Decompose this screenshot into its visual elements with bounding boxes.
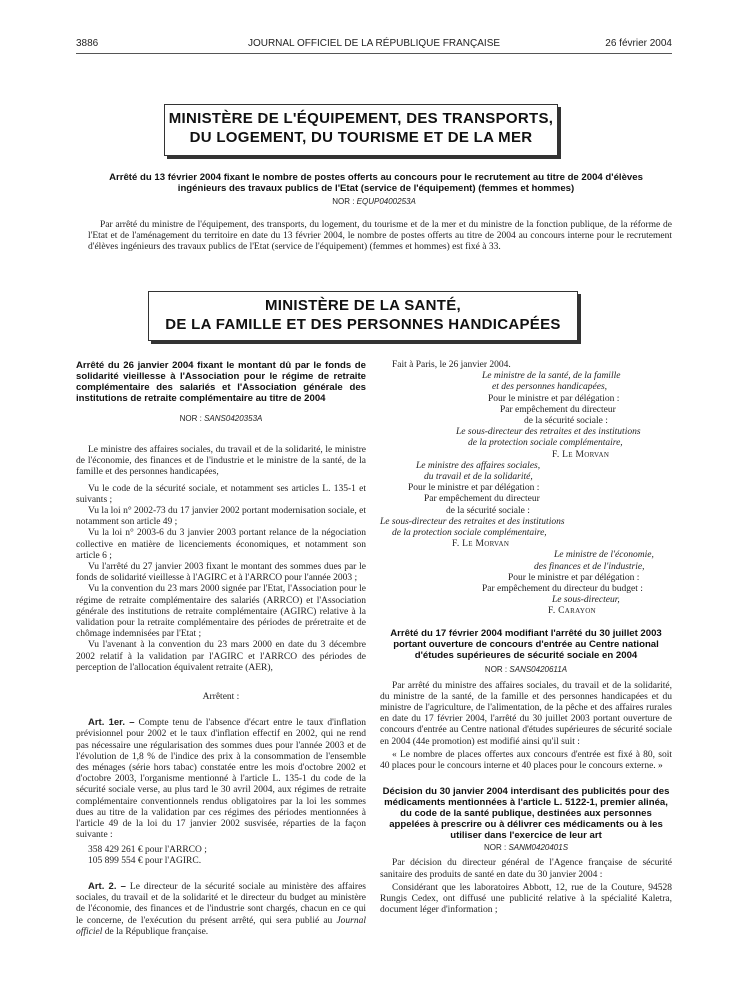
arrete-title: Arrêté du 26 janvier 2004 fixant le montant dû par le fonds de solidarité vieillesse à l'Association pour le régime de retraite complémentaire des salariés et l'Association générale des institutions de retraite complémentaire au titre de 2004 [76,360,366,404]
visa: Vu la convention du 23 mars 2000 signée par l'Etat, l'Association pour le régime de retraite complémentaire des salariés (ARRCO) et l'Association générale des institutions de retraite complémentaire (AGIRC) relative à la validation pour la retraite complémentaire des périodes de préretraite et de chômage indemnisées par l'Etat ; [76,584,366,640]
nor-code: EQUP0400253A [356,197,416,206]
sig-delegation: Pour le ministre et par délégation : [488,393,620,404]
article-label: Art. 2. – [88,880,126,892]
visa: Vu la loi n° 2002-73 du 17 janvier 2002 portant modernisation sociale, et notamment son article 49 ; [76,506,366,528]
arrete-title: Arrêté du 13 février 2004 fixant le nombre de postes offerts au concours pour le recrutement au titre de 2004 d'élèves ingénieurs des travaux publics de l'Etat (service de l'équipement) (femmes et hommes) [109,172,643,194]
signature-block-sante [482,371,672,393]
arrete-quote: « Le nombre de places offertes aux concours d'entrée est fixé à 80, soit 40 places pour le concours interne et 40 places pour le concours externe. » [380,749,672,772]
decision-title: Décision du 30 janvier 2004 interdisant des publicités pour des médicaments mentionnées à l'article L. 5122-1, premier alinéa, du code de la santé publique, destinées aux personnes appelées à prescrire ou à délivrer ces médicaments ou à les utiliser dans l'exercice de leur art [382,786,670,842]
sig-empechement: Par empêchement du directeur du budget : [482,584,643,595]
ministry-line-2: DE LA FAMILLE ET DES PERSONNES HANDICAPÉES [165,316,561,333]
ministry-box-sante [148,291,578,341]
nor-label: NOR : [179,414,202,423]
arrete-title: Arrêté du 17 février 2004 modifiant l'arrêté du 30 juillet 2003 portant ouverture de concours d'entrée au Centre national d'études supérieures de sécurité sociale en 2004 [390,627,662,661]
left-column [76,360,366,938]
nor-code: SANS0420353A [204,414,263,423]
fait-a-paris: Fait à Paris, le 26 janvier 2004. [392,360,511,370]
sig-name: F. Carayon [548,606,596,617]
sig-empechement: de la sécurité sociale : [446,505,530,516]
sig-title: Le ministre de la santé, de la famille [482,371,621,382]
visa: Vu la loi n° 2003-6 du 3 janvier 2003 portant relance de la négociation collective en matière de licenciements économiques, et notamment son article 6 ; [76,528,366,561]
sig-delegation: Pour le ministre et par délégation : [408,483,540,494]
right-column [380,360,672,916]
ministry-box-equipement [164,104,558,156]
ministry-line-1: MINISTÈRE DE LA SANTÉ, [264,297,462,314]
nor-code: SANM0420401S [508,843,569,853]
preamble: Le ministre des affaires sociales, du travail et de la solidarité, le ministre de l'économie, des finances et de l'industrie et le ministre de la santé, de la famille et des personnes handicapées, [76,445,366,478]
article-2 [76,881,366,938]
visa: Vu l'avenant à la convention du 23 mars 2000 en date du 3 décembre 2002 relatif à la validation par l'AGIRC et l'ARRCO des périodes de perception de l'allocation équivalent retraite (AER), [76,640,366,673]
nor-reference [380,665,672,674]
sig-name: F. Le Morvan [552,449,610,460]
amount-arrco: 358 429 261 € pour l'ARRCO ; [88,844,207,855]
article-text: Compte tenu de l'absence d'écart entre le taux d'inflation prévisionnel pour 2002 et le taux d'inflation effectif en 2002, qui ne rend pas nécessaire une régularisation des sommes dues pour l'année 2003 et de l'évolution de 1,8 % de l'indice des prix à la consommation de l'ensemble des ménages (série hors tabac) constatée entre les mois d'octobre 2002 et d'octobre 2003, l'organisme mentionné à l'article L. 135-1 du code de la sécurité sociale verse, au plus tard le 30 avril 2004, aux régimes de retraite complémentaire conventionnels rendus obligatoires par la loi les sommes dues au titre de la validation par ces régimes des périodes mentionnées à l'article 49 de la loi du 17 janvier 2002 susvisée, réparties de la façon suivante : [76,718,366,841]
visa: Vu le code de la sécurité sociale, et notamment ses articles L. 135-1 et suivants ; [76,483,366,505]
ministry-line-2: DU LOGEMENT, DU TOURISME ET DE LA MER [189,129,533,146]
decision-considerant: Considérant que les laboratoires Abbott, 12, rue de la Couture, 94528 Rungis Cedex, ont diffusé une publicité relative à la spécialité Kaletra, document léger d'information ; [380,882,672,916]
sig-sous-directeur: Le sous-directeur des retraites et des institutions [380,516,565,527]
journal-title: JOURNAL OFFICIEL DE LA RÉPUBLIQUE FRANÇAISE [247,38,501,49]
nor-code: SANS0420611A [509,664,568,674]
journal-name: Journal officiel [76,915,367,937]
nor-reference [76,197,672,206]
sig-title: et des personnes handicapées, [492,382,608,393]
arrete-body: Par arrêté du ministre des affaires sociales, du travail et de la solidarité, du ministre de la santé, de la famille et des personnes handicapées et du ministre de l'agriculture, de l'alimentation, de la pêche et des affaires rurales en date du 17 février 2004, l'arrêté du 30 juillet 2003 portant ouverture de concours d'entrée au Centre national d'études supérieures de sécurité sociale en 2004 (44e promotion) est modifié ainsi qu'il suit : [380,680,672,747]
arretent: Arrêtent : [202,692,240,703]
sig-sous-directeur: de la protection sociale complémentaire, [468,438,623,449]
sig-title: Le ministre des affaires sociales, [416,460,541,471]
decision-body: Par décision du directeur général de l'Agence française de sécurité sanitaire des produits de santé en date du 30 janvier 2004 : [380,858,672,880]
visa: Vu l'arrêté du 27 janvier 2003 fixant le montant des sommes dues par le fonds de solidarité vieillesse à l'AGIRC et à l'ARRCO pour l'année 2003 ; [76,562,366,584]
sig-empechement: de la sécurité sociale : [524,416,608,427]
ministry-line-1: MINISTÈRE DE L'ÉQUIPEMENT, DES TRANSPORTS, [168,110,554,127]
arrete-body: Par arrêté du ministre de l'équipement, des transports, du logement, du tourisme et de la mer et du ministre de la fonction publique, de la réforme de l'Etat et de l'aménagement du territoire en date du 13 février 2004, le nombre de postes offerts au titre de 2004 au concours interne pour le recrutement d'élèves ingénieurs des travaux publics de l'Etat (service de l'équipement) (femmes et hommes) est fixé à 33. [88,220,672,253]
sig-title: du travail et de la solidarité, [424,472,533,483]
sig-sous-directeur: Le sous-directeur des retraites et des institutions [456,427,641,438]
running-header [76,38,672,52]
sig-empechement: Par empêchement du directeur [424,494,540,505]
sig-title: Le ministre de l'économie, [554,550,654,561]
article-text: Le directeur de la sécurité sociale au ministère des affaires sociales, du travail et de la solidarité et le directeur du budget au ministère de l'économie, des finances et de l'industrie sont chargés, chacun en ce qui le concerne, de l'exécution du présent arrêté, qui sera publié au [76,881,366,926]
nor-reference [76,414,366,423]
article-1 [76,717,366,841]
sig-name: F. Le Morvan [452,539,510,550]
nor-label: NOR : [483,843,507,853]
article-text-end: de la République française. [104,926,209,937]
amount-agirc: 105 899 554 € pour l'AGIRC. [88,855,202,866]
article-label: Art. 1er. – [88,717,135,729]
sig-title: des finances et de l'industrie, [534,561,645,572]
nor-label: NOR : [332,197,355,206]
page-number: 3886 [76,38,99,49]
header-rule [76,53,672,54]
sig-sous-directeur: de la protection sociale complémentaire, [392,528,547,539]
sig-empechement: Par empêchement du directeur [500,404,616,415]
nor-label: NOR : [484,664,508,674]
sig-delegation: Pour le ministre et par délégation : [508,572,640,583]
nor-reference [380,843,672,852]
sig-sous-directeur: Le sous-directeur, [552,595,620,606]
issue-date: 26 février 2004 [605,38,672,49]
